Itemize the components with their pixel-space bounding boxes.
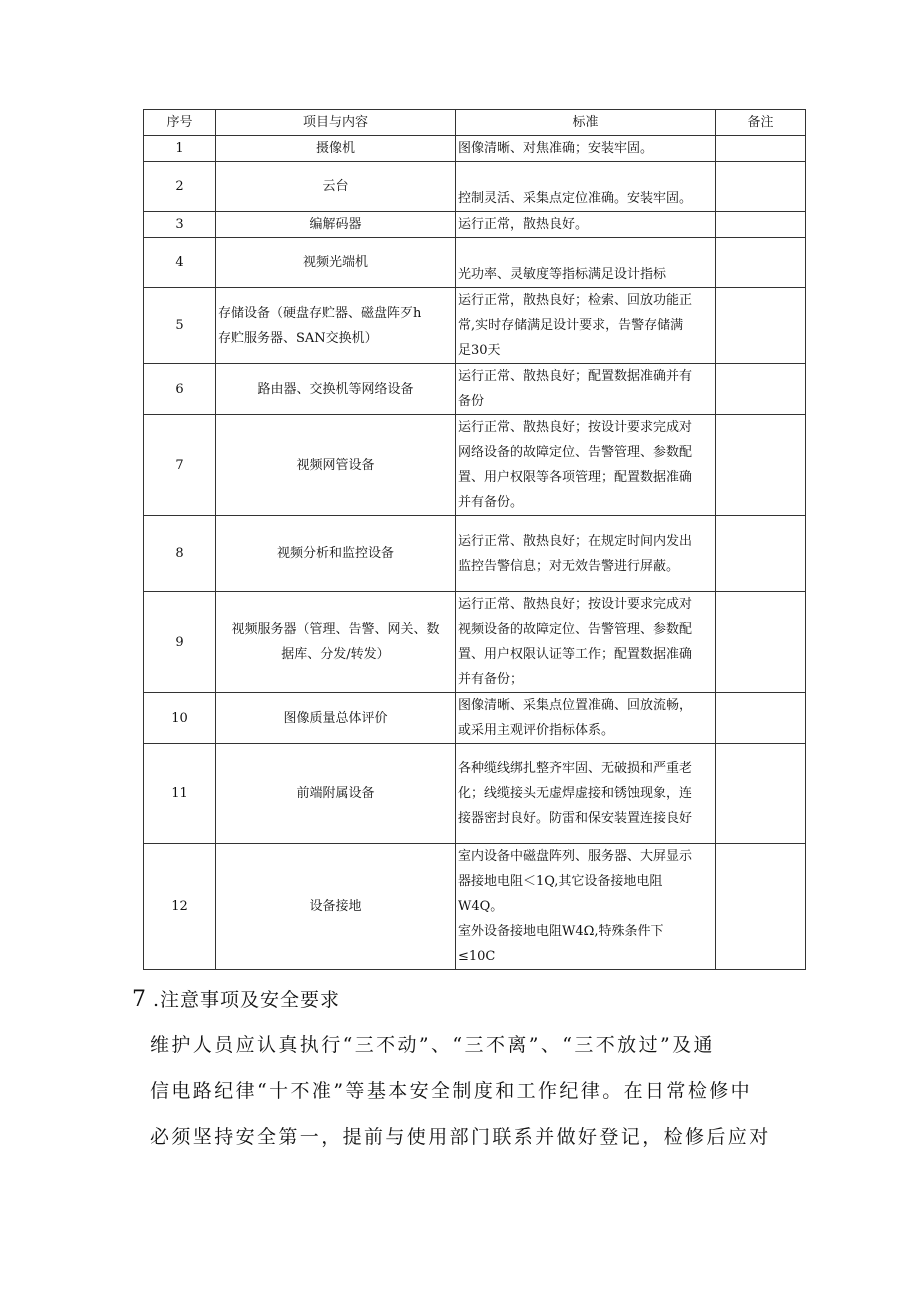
item-line: 视频光端机 xyxy=(302,255,368,270)
row-number: 5 xyxy=(144,288,216,364)
standard-line: 运行正常、散热良好；在规定时间内发出 xyxy=(458,533,693,549)
item-line: 摄像机 xyxy=(315,141,355,156)
header-no: 序号 xyxy=(144,110,216,136)
standard-line: 室外设备接地电阻W4Ω,特殊条件下 xyxy=(458,924,664,939)
table-row xyxy=(144,364,806,415)
standard-line: 足30天 xyxy=(458,343,501,358)
maintenance-standards-table xyxy=(143,109,806,970)
standard-line: 图像清晰、对焦准确；安装牢固。 xyxy=(458,141,654,156)
table-row xyxy=(144,415,806,516)
standard-cell xyxy=(456,288,716,364)
item-cell xyxy=(216,364,456,415)
remark-cell xyxy=(716,238,806,288)
standard-line: W4Q。 xyxy=(458,899,504,914)
remark-cell xyxy=(716,693,806,744)
standard-line: 视频设备的故障定位、告警管理、参数配 xyxy=(458,622,693,637)
standard-line: 备份 xyxy=(458,394,485,409)
standard-line: 并有备份。 xyxy=(458,495,524,510)
standard-line: 置、用户权限认证等工作；配置数据准确 xyxy=(458,647,693,662)
item-cell xyxy=(216,844,456,970)
standard-line: 控制灵活、采集点定位准确。安装牢固。 xyxy=(458,191,693,206)
remark-cell xyxy=(716,415,806,516)
item-line: 云台 xyxy=(322,179,349,194)
standard-line: 室内设备中磁盘阵列、服务器、大屏显示 xyxy=(458,849,693,864)
remark-cell xyxy=(716,744,806,844)
standard-line: ≤10C xyxy=(458,949,496,964)
standard-cell xyxy=(456,212,716,238)
remark-cell xyxy=(716,288,806,364)
table-row xyxy=(144,162,806,212)
row-number: 3 xyxy=(144,212,216,238)
item-line: 前端附属设备 xyxy=(296,786,375,801)
standard-line: 置、用户权限等各项管理；配置数据准确 xyxy=(458,470,693,485)
section-title: .注意事项及安全要求 xyxy=(153,989,341,1011)
item-line: 图像质量总体评价 xyxy=(283,710,388,726)
standard-line: 各种缆线绑扎整齐牢固、无破损和严重老 xyxy=(458,761,693,776)
standard-line: 器接地电阻＜1Q,其它设备接地电阻 xyxy=(458,874,663,889)
item-line: 路由器、交换机等网络设备 xyxy=(257,381,414,397)
item-cell xyxy=(216,162,456,212)
standard-cell xyxy=(456,415,716,516)
standard-cell xyxy=(456,516,716,592)
item-cell xyxy=(216,516,456,592)
row-number: 8 xyxy=(144,516,216,592)
header-remark: 备注 xyxy=(716,110,806,136)
item-cell xyxy=(216,136,456,162)
standard-line: 监控告警信息；对无效告警进行屏蔽。 xyxy=(458,558,680,574)
table-row xyxy=(144,516,806,592)
item-cell xyxy=(216,238,456,288)
row-number: 12 xyxy=(144,844,216,970)
remark-cell xyxy=(716,592,806,693)
paragraph-line: 必须坚持安全第一，提前与使用部门联系并做好登记，检修后应对 xyxy=(150,1126,771,1148)
standard-cell xyxy=(456,162,716,212)
standard-line: 运行正常、散热良好；按设计要求完成对 xyxy=(458,420,693,435)
standard-line: 运行正常、散热良好；配置数据准确并有 xyxy=(458,369,693,384)
standard-cell xyxy=(456,136,716,162)
standard-line: 运行正常，散热良好。 xyxy=(458,217,589,232)
standard-line: 接器密封良好。防雷和保安装置连接良好 xyxy=(458,811,693,826)
table-row xyxy=(144,212,806,238)
item-line: 编解码器 xyxy=(309,217,362,232)
standard-line: 运行正常、散热良好；按设计要求完成对 xyxy=(458,597,693,612)
standard-cell xyxy=(456,844,716,970)
safety-paragraph xyxy=(150,1022,780,1160)
item-line: 视频服务器（管理、告警、网关、数 xyxy=(231,622,440,637)
item-cell xyxy=(216,288,456,364)
remark-cell xyxy=(716,162,806,212)
item-cell xyxy=(216,744,456,844)
row-number: 11 xyxy=(144,744,216,844)
row-number: 9 xyxy=(144,592,216,693)
standard-cell xyxy=(456,693,716,744)
item-cell xyxy=(216,592,456,693)
section-heading xyxy=(132,985,340,1012)
table-row xyxy=(144,238,806,288)
remark-cell xyxy=(716,136,806,162)
row-number: 2 xyxy=(144,162,216,212)
standard-cell xyxy=(456,364,716,415)
section-number: 7 xyxy=(132,987,147,1012)
item-line: 存储设备（硬盘存贮器、磁盘阵歹h xyxy=(218,305,422,321)
standard-line: 运行正常，散热良好；检索、回放功能正 xyxy=(458,293,693,308)
paragraph-line: 维护人员应认真执行“三不动”、“三不离”、“三不放过”及通 xyxy=(150,1034,715,1056)
standard-line: 或采用主观评价指标体系。 xyxy=(458,723,615,738)
standard-cell xyxy=(456,238,716,288)
table-row xyxy=(144,693,806,744)
remark-cell xyxy=(716,212,806,238)
standard-line: 图像清晰、采集点位置准确、回放流畅， xyxy=(458,698,693,713)
item-line: 设备接地 xyxy=(309,899,362,914)
standard-line: 常,实时存储满足设计要求，告警存储满 xyxy=(458,318,684,333)
paragraph-line: 信电路纪律“十不准”等基本安全制度和工作纪律。在日常检修中 xyxy=(150,1080,753,1102)
item-line: 视频分析和监控设备 xyxy=(276,546,394,561)
item-cell xyxy=(216,415,456,516)
row-number: 1 xyxy=(144,136,216,162)
header-item: 项目与内容 xyxy=(216,110,456,136)
standard-line: 化；线缆接头无虚焊虚接和锈蚀现象，连 xyxy=(458,786,693,801)
table-header-row xyxy=(144,110,806,136)
item-cell xyxy=(216,212,456,238)
row-number: 4 xyxy=(144,238,216,288)
header-standard: 标准 xyxy=(456,110,716,136)
row-number: 10 xyxy=(144,693,216,744)
row-number: 6 xyxy=(144,364,216,415)
table-row xyxy=(144,844,806,970)
table-row xyxy=(144,592,806,693)
table-row xyxy=(144,744,806,844)
remark-cell xyxy=(716,364,806,415)
remark-cell xyxy=(716,844,806,970)
item-line: 视频网管设备 xyxy=(296,457,375,473)
item-line: 存贮服务器、SAN交换机） xyxy=(218,330,378,346)
standard-line: 并有备份； xyxy=(458,672,524,687)
item-cell xyxy=(216,693,456,744)
standard-line: 网络设备的故障定位、告警管理、参数配 xyxy=(458,445,693,460)
table-row xyxy=(144,136,806,162)
remark-cell xyxy=(716,516,806,592)
item-line: 据库、分发/转发） xyxy=(281,647,390,662)
standard-line: 光功率、灵敏度等指标满足设计指标 xyxy=(458,267,667,282)
table-row xyxy=(144,288,806,364)
standard-cell xyxy=(456,592,716,693)
standard-cell xyxy=(456,744,716,844)
row-number: 7 xyxy=(144,415,216,516)
